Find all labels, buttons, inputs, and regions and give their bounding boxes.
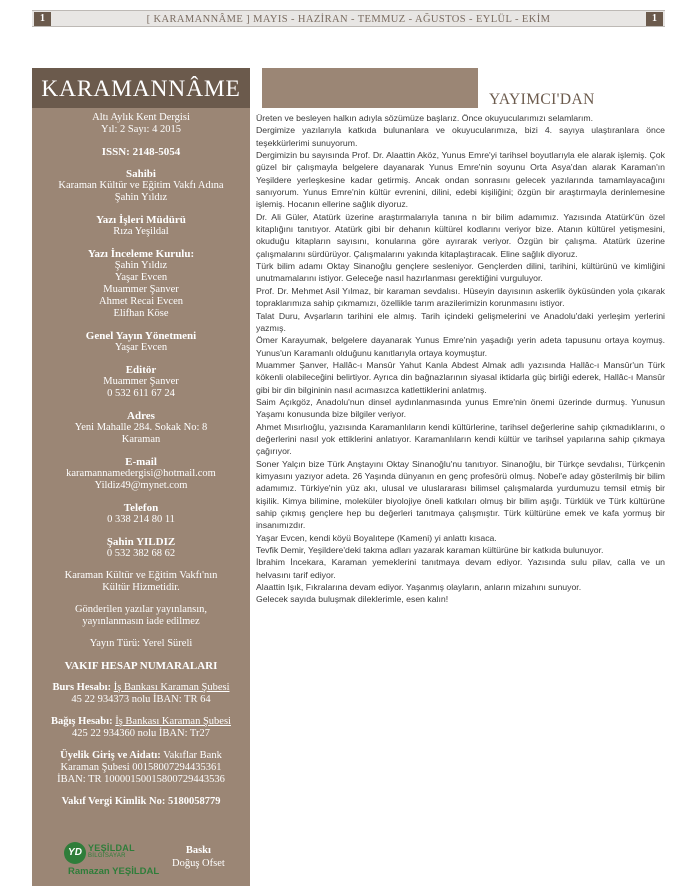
email-address[interactable]: Yildiz49@mynet.com (94, 480, 188, 491)
masthead-info (32, 112, 250, 818)
masthead-column (32, 68, 250, 886)
general-manager-name: Yaşar Evcen (114, 342, 168, 353)
review-board-member: Ahmet Recai Evcen (99, 296, 183, 307)
submission-notice: Gönderilen yazılar yayınlansın, (74, 604, 208, 615)
paragraph: Muammer Şanver, Hallâc-ı Mansûr Yahut Kanla Abdest Almak adlı yazısında Hallâc-ı Mansûr'un Türk kökenli olabileceğini belirtiyor. Ayrıca din bağnazlarının siyasal iktidarla güç birliği ederek, Hallâc-ı Mansûr gibi bir din bilgininin nasıl acımasızca katlettiklerini anlatmış. (256, 359, 665, 395)
phone-number: 0 338 214 80 11 (107, 514, 175, 525)
publication-type: Yayın Türü: Yerel Süreli (89, 638, 193, 649)
email-heading: E-mail (125, 456, 157, 468)
printer-logo (64, 842, 160, 880)
editor-in-chief-name: Rıza Yeşildal (113, 226, 169, 237)
scholarship-account-number: 45 22 934373 nolu İBAN: TR 64 (71, 694, 211, 705)
printer-info (32, 840, 250, 880)
running-header (32, 10, 665, 27)
review-board-member: Muammer Şanver (103, 284, 179, 295)
owner-org: Karaman Kültür ve Eğitim Vakfı Adına (58, 180, 224, 191)
paragraph: Prof. Dr. Mehmet Asil Yılmaz, bir karaman sevdalısı. Hüseyin dayısının askerlik öyküsünden yola çıkarak topraklarımıza sahip çıkmamızı, özellikle tarım arazilerimizin korunmasını istiyor. (256, 285, 665, 309)
printer-logo-sub: BİLGİSAYAR (88, 853, 126, 859)
editor-phone: 0 532 611 67 24 (107, 388, 175, 399)
owner-name: Şahin Yıldız (114, 192, 168, 203)
membership-account-bank: Vakıflar Bank (163, 750, 222, 761)
issue-info: Yıl: 2 Sayı: 4 2015 (101, 124, 181, 135)
email-address[interactable]: karamannamedergisi@hotmail.com (66, 468, 216, 479)
address-line: Yeni Mahalle 284. Sokak No: 8 (74, 422, 208, 433)
editor-heading: Editör (125, 364, 157, 376)
owner-heading: Sahibi (126, 168, 156, 180)
membership-account-label: Üyelik Giriş ve Aidatı: (60, 750, 161, 761)
scholarship-account-bank: İş Bankası Karaman Şubesi (113, 682, 230, 693)
membership-account-branch: Karaman Şubesi 00158007294435361 (60, 762, 222, 773)
paragraph: Dergimize yazılarıyla katkıda bulunanlara ve okuyucularımıza, bizi 4. sayıya ulaştıranlara önce teşekkürlerimi sunuyorum. (256, 125, 665, 148)
print-heading: Baskı (185, 845, 211, 856)
paragraph: İbrahim İncekara, Karaman yemeklerini tanıtmaya devam ediyor. Yazısında sulu pilav, calla ve un helvasını tarif ediyor. (256, 557, 665, 580)
title-band (262, 68, 478, 108)
paragraph: Soner Yalçın bize Türk Anştayını Oktay Sinanoğlu'nu tanıtıyor. Sinanoğlu, bir Türkçe sevdalısı, Türkçenin kimyasını yazıyor adeta. 26 Yaşında dünyanın en genç profesörü olmuş. Nobel'e aday gösterilmiş bir bilim adamımız. Türkiye'nin yüz akı, ulusal ve uluslararası bilimsel çalışmalarda yurdumuzu temsil etmiş bir kişilik. Kimya bilimine, moleküler biyolojiye öneli katkıları olmuş bir bilim aşığı. Türklük ve Türk kültürüne sahip çıkmış gençlere hep bu değerleri tanıtmaya çalışmıştır. Türk kültürüne emek ve kafa yormuş bir insanımızdır. (256, 458, 665, 531)
paragraph: Dergimizin bu sayısında Prof. Dr. Alaattin Aköz, Yunus Emre'yi tarihsel boyutlarıyla ele alarak işlemiş. Çok güzel bir çalışmayla belgelere dayanarak Yunus Emre'nin soyunu Orta Asya'dan alarak Karaman'ın Yeşildere yerleşkesine kadar getirmiş. Ancak ondan sonrasını gelecek yazılarında tamamlayacağını sanıyorum. Yunus Emre'nin kültür evrenini, dilini, edebi kişiliğini; özgün bir araştırmayla derinlemesine işlemiş. Hocanın ellerine sağlık diyoruz. (256, 150, 665, 210)
donation-account-number: 425 22 934360 nolu İBAN: Tr27 (72, 728, 210, 739)
contact-person-heading: Şahin YILDIZ (106, 536, 176, 548)
submission-notice: yayınlanmasın iade edilmez (82, 616, 200, 627)
printer-logo-name: Ramazan YEŞİLDAL (68, 866, 160, 877)
print-house-name: Doğuş Ofset (172, 858, 225, 869)
running-header-title: [ KARAMANNÂME ] MAYIS - HAZİRAN - TEMMUZ - AĞUSTOS - EYLÜL - EKİM (146, 14, 551, 25)
review-board-member: Yaşar Evcen (114, 272, 168, 283)
magazine-logo: KARAMANNÂME (32, 68, 250, 108)
general-manager-heading: Genel Yayın Yönetmeni (85, 330, 197, 342)
issn: ISSN: 2148-5054 (101, 146, 181, 158)
paragraph: Saim Açıkgöz, Anadolu'nun dinsel aydınlanmasında yunus Emre'nin önemi üzerinde durmuş. Yunusun Yaşamı konusunda bize bilgiler veriyor. (256, 396, 665, 420)
page-number-left: 1 (34, 12, 51, 26)
phone-heading: Telefon (123, 502, 159, 514)
contact-person-phone: 0 532 382 68 62 (106, 548, 176, 559)
review-board-heading: Yazı İnceleme Kurulu: (87, 248, 195, 260)
paragraph: Talat Duru, Avşarların tarihini ele almış. Tarih içindeki gelişmelerini ve Anadolu'daki yerleşim yerlerini yazmış. (256, 310, 665, 333)
foundation-service-line: Karaman Kültür ve Eğitim Vakfı'nın (64, 570, 218, 581)
address-city: Karaman (121, 434, 161, 445)
paragraph: Türk bilim adamı Oktay Sinanoğlu gençlere sesleniyor. Gençlerden dilini, tarihini, kültürünü ve kimliğini unutmamalarını istiyor. Geleceğe nasıl hazırlanması gerektiğini vurguluyor. (256, 261, 665, 284)
paragraph: Tevfik Demir, Yeşildere'deki takma adları yazarak karaman kültürüne bir katkıda bulunuyor. (256, 545, 604, 556)
paragraph: Yaşar Evcen, kendi köyü Boyalıtepe (Kameni) yi anlattı kısaca. (256, 532, 497, 543)
paragraph: Dr. Ali Güler, Atatürk üzerine araştırmalarıyla tanına n bir bilim adamımız. Yazısında Atatürk'ün özel kitaplığını tanıtıyor. Atatürk gibi bir dehanın kültürel kodlarını veriyor bize. Atanın kültürel yetişmesini, okuduğu kitapların sayısını, konularına göre ayırarak veriyor. Özgün bir çalışma. Atatürk üzerine çalışmalarını sürdürüyor. Çalışmalarını yakında kitaplaştıracak. Eline sağlık diyoruz. (256, 211, 665, 259)
accounts-heading: VAKIF HESAP NUMARALARI (64, 660, 218, 672)
page-number-right: 1 (646, 12, 663, 26)
section-title: YAYIMCI'DAN (489, 91, 595, 108)
review-board-member: Elifhan Köse (113, 308, 169, 319)
donation-account-bank: İş Bankası Karaman Şubesi (115, 716, 231, 727)
magazine-subtitle: Altı Aylık Kent Dergisi (92, 112, 190, 123)
printer-logo-word: YEŞİLDAL (88, 843, 135, 853)
donation-account-label: Bağış Hesabı: (51, 716, 113, 727)
paragraph: Ahmet Mısırlıoğlu, yazısında Karamanlıların kendi kültürlerine, tarihsel değerlerine sahip çıkmadıklarını, o değerlerini nasıl yok ettiklerini anlatıyor. Karamanlıların kendi kültür ve tarihsel yapılarına sahip çıkmaya çağırıyor. (256, 421, 665, 457)
paragraph: Ömer Karayumak, belgelere dayanarak Yunus Emre'nin yaşadığı yerin adeta tapusunu ortaya koymuş. Yunus'un Karamanlı olduğunu kanıtlarıyla ortaya koymuştur. (256, 335, 665, 358)
tax-id-number: 5180058779 (167, 796, 221, 807)
print-house (172, 844, 225, 870)
paragraph: Gelecek sayıda buluşmak dileklerimle, esen kalın! (256, 594, 449, 605)
editor-in-chief-heading: Yazı İşleri Müdürü (96, 214, 186, 226)
paragraph: Üreten ve besleyen halkın adıyla sözümüze başlarız. Önce okuyucularımızı selamlarım. (256, 113, 594, 123)
membership-account-iban: İBAN: TR 10000150015800729443536 (57, 774, 225, 785)
editor-name: Muammer Şanver (103, 376, 179, 387)
paragraph: Alaattin Işık, Fıkralarına devam ediyor. Yaşanmış olayların, anların mizahını sunuyor. (256, 582, 582, 593)
foundation-service-line: Kültür Hizmetidir. (102, 582, 180, 593)
editorial-body (256, 112, 665, 606)
printer-logo-emblem: YD (64, 842, 86, 864)
tax-id-label: Vakıf Vergi Kimlik No: (61, 796, 166, 807)
address-heading: Adres (127, 410, 155, 422)
review-board-member: Şahin Yıldız (114, 260, 168, 271)
scholarship-account-label: Burs Hesabı: (52, 682, 112, 693)
